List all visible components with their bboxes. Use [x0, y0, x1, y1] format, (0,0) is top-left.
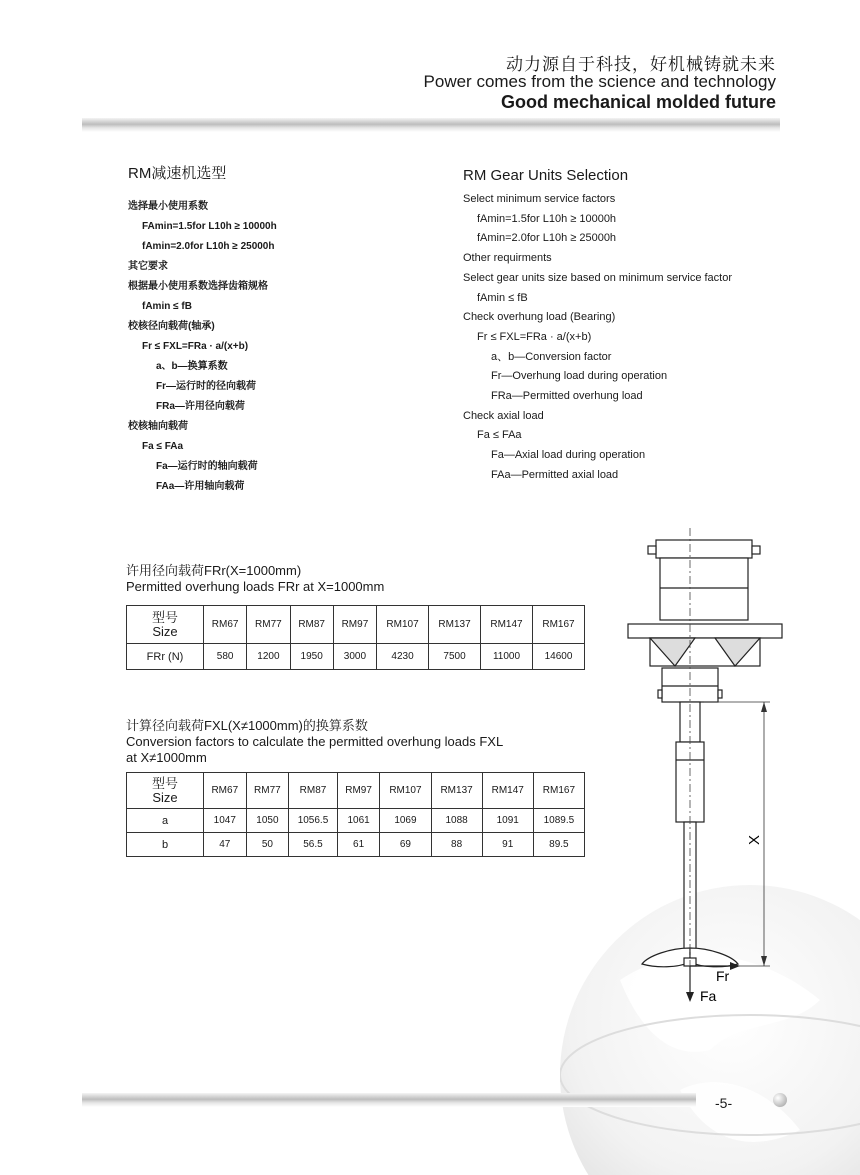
model-header-cell: RM167	[533, 773, 584, 809]
value-cell: 11000	[481, 644, 533, 670]
right-line: fAmin ≤ fB	[477, 291, 528, 304]
value-cell: 1950	[290, 644, 333, 670]
model-header-cell: RM167	[532, 606, 584, 644]
right-section	[463, 165, 803, 486]
model-header-cell: RM107	[380, 773, 431, 809]
row-label-cell: b	[127, 833, 204, 857]
fa-label: Fa	[700, 988, 717, 1004]
model-header-cell: RM87	[289, 773, 338, 809]
row-label-cell: FRr (N)	[127, 644, 204, 670]
value-cell: 1069	[380, 809, 431, 833]
left-section-title: RM减速机选型	[128, 165, 227, 182]
left-line: Fr ≤ FXL=FRa · a/(x+b)	[142, 341, 249, 352]
x-dimension-label: X	[746, 834, 763, 845]
model-header-cell: RM147	[482, 773, 533, 809]
value-cell: 14600	[532, 644, 584, 670]
left-line: FAa—许用轴向载荷	[156, 481, 245, 492]
value-cell: 69	[380, 833, 431, 857]
model-header-cell: RM97	[337, 773, 380, 809]
right-line: Select gear units size based on minimum service factor	[463, 271, 733, 284]
value-cell: 1089.5	[533, 809, 584, 833]
table-row	[127, 833, 585, 857]
value-cell: 1091	[482, 809, 533, 833]
value-cell: 47	[204, 833, 247, 857]
right-line: Fr—Overhung load during operation	[491, 370, 668, 383]
model-header-cell: RM77	[246, 773, 289, 809]
slogan-bold: Good mechanical molded future	[500, 92, 776, 112]
table2-title-en-2: at X≠1000mm	[126, 750, 207, 765]
permitted-loads-table	[126, 605, 585, 670]
left-line: 选择最小使用系数	[128, 201, 208, 212]
page-number: -5-	[715, 1095, 733, 1111]
value-cell: 7500	[429, 644, 481, 670]
right-line: Select minimum service factors	[463, 193, 616, 205]
right-section-title: RM Gear Units Selection	[463, 167, 629, 184]
left-line: fAmin=2.0for L10h ≥ 25000h	[142, 241, 275, 252]
table-row	[127, 809, 585, 833]
header-divider	[82, 118, 780, 132]
right-line: Check axial load	[463, 409, 544, 422]
right-line: Fa—Axial load during operation	[491, 449, 646, 462]
value-cell: 1056.5	[289, 809, 338, 833]
value-cell: 3000	[333, 644, 376, 670]
value-cell: 56.5	[289, 833, 338, 857]
model-header-cell: RM147	[481, 606, 533, 644]
left-line: a、b—换算系数	[156, 361, 228, 372]
value-cell: 1047	[204, 809, 247, 833]
value-cell: 580	[204, 644, 247, 670]
right-line: Check overhung load (Bearing)	[463, 311, 616, 324]
left-line: 校核轴向载荷	[128, 421, 188, 432]
right-line: FRa—Permitted overhung load	[491, 390, 643, 403]
table-row	[127, 644, 585, 670]
agitator-diagram	[620, 528, 790, 1008]
model-header-cell: RM107	[377, 606, 429, 644]
footer-divider	[82, 1093, 696, 1107]
right-line: Fr ≤ FXL=FRa · a/(x+b)	[477, 330, 592, 343]
value-cell: 1050	[246, 809, 289, 833]
model-header-cell: RM77	[247, 606, 290, 644]
right-line: fAmin=1.5for L10h ≥ 10000h	[477, 212, 617, 225]
left-section	[128, 163, 428, 497]
left-line: fAmin ≤ fB	[142, 301, 192, 312]
model-header-cell: RM137	[431, 773, 482, 809]
right-line: a、b—Conversion factor	[491, 350, 612, 363]
size-header-cn: 型号	[151, 609, 178, 625]
model-header-cell: RM97	[333, 606, 376, 644]
model-header-cell: RM87	[290, 606, 333, 644]
value-cell: 50	[246, 833, 289, 857]
table1-title-cn: 许用径向载荷FRr(X=1000mm)	[126, 563, 302, 578]
right-line: Fa ≤ FAa	[477, 429, 522, 442]
right-line: Other requirments	[463, 252, 552, 265]
table2-title-cn: 计算径向载荷FXL(X≠1000mm)的换算系数	[126, 718, 368, 733]
conversion-factors-table	[126, 772, 585, 857]
left-line: Fa ≤ FAa	[142, 441, 184, 452]
value-cell: 4230	[377, 644, 429, 670]
model-header-cell: RM67	[204, 773, 247, 809]
bullet-dot-icon	[773, 1093, 787, 1107]
value-cell: 88	[431, 833, 482, 857]
left-line: FRa—许用径向载荷	[156, 401, 245, 412]
left-line: 根据最小使用系数选择齿箱规格	[128, 281, 268, 292]
value-cell: 61	[337, 833, 380, 857]
right-line: fAmin=2.0for L10h ≥ 25000h	[477, 232, 617, 245]
model-header-cell: RM67	[204, 606, 247, 644]
table2-title-en-1: Conversion factors to calculate the permitted overhung loads FXL	[126, 734, 504, 749]
value-cell: 1061	[337, 809, 380, 833]
size-header-cn: 型号	[151, 775, 178, 791]
left-line: Fa—运行时的轴向载荷	[156, 461, 258, 472]
fr-label: Fr	[716, 968, 730, 984]
left-line: 其它要求	[128, 261, 168, 272]
value-cell: 91	[482, 833, 533, 857]
right-section-lines	[463, 190, 803, 486]
left-line: FAmin=1.5for L10h ≥ 10000h	[142, 221, 277, 232]
slogan-english: Power comes from the science and technology	[423, 72, 776, 91]
model-header-cell: RM137	[429, 606, 481, 644]
value-cell: 89.5	[533, 833, 584, 857]
size-header-en: Size	[152, 623, 178, 639]
row-label-cell: a	[127, 809, 204, 833]
slogan-chinese: 动力源自于科技，好机械铸就未来	[506, 55, 776, 75]
value-cell: 1088	[431, 809, 482, 833]
left-line: Fr—运行时的径向载荷	[156, 381, 256, 392]
table1-title-en: Permitted overhung loads FRr at X=1000mm	[126, 579, 385, 594]
right-line: FAa—Permitted axial load	[491, 468, 619, 481]
value-cell: 1200	[247, 644, 290, 670]
size-header-en: Size	[152, 789, 178, 805]
size-header-cell	[127, 773, 204, 809]
left-line: 校核径向载荷(轴承)	[128, 321, 215, 332]
size-header-cell	[127, 606, 204, 644]
left-section-lines	[128, 197, 428, 497]
